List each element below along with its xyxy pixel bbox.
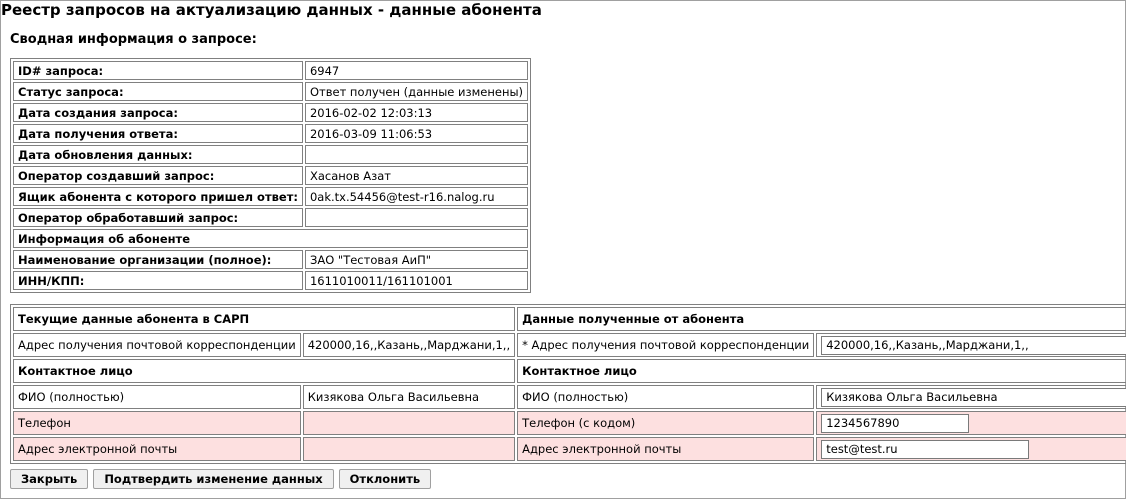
creator-label: Оператор создавший запрос: [13, 166, 303, 185]
email-input[interactable] [821, 440, 1029, 459]
contact-header-row [13, 359, 1126, 383]
fio-label-current: ФИО (полностью) [13, 385, 301, 409]
summary-row-creator [13, 166, 528, 185]
phone-received-cell [816, 411, 1126, 435]
org-label: Наименование организации (полное): [13, 250, 303, 269]
phone-label-received: Телефон (с кодом) [517, 411, 814, 435]
org-value: ЗАО "Тестовая АиП" [305, 250, 528, 269]
inn-label: ИНН/КПП: [13, 271, 303, 290]
details-header-row [13, 307, 1126, 331]
summary-row-mailbox [13, 187, 528, 206]
fio-label-received: ФИО (полностью) [517, 385, 814, 409]
email-current-value [303, 437, 515, 461]
fio-row [13, 385, 1126, 409]
processor-value [305, 208, 528, 227]
inn-value: 1611010011/161101001 [305, 271, 528, 290]
summary-table [10, 58, 531, 293]
created-value: 2016-02-02 12:03:13 [305, 103, 528, 122]
summary-row-created [13, 103, 528, 122]
address-current-value: 420000,16,,Казань,,Марджани,1,, [303, 333, 515, 357]
fio-input[interactable] [821, 388, 1126, 407]
section-title: Сводная информация о запросе: [10, 32, 257, 47]
summary-row-inn [13, 271, 528, 290]
fio-current-value: Кизякова Ольга Васильевна [303, 385, 515, 409]
email-label-current: Адрес электронной почты [13, 437, 301, 461]
phone-current-value [303, 411, 515, 435]
address-input[interactable] [821, 336, 1126, 355]
creator-value: Хасанов Азат [305, 166, 528, 185]
fio-received-cell [816, 385, 1126, 409]
answered-label: Дата получения ответа: [13, 124, 303, 143]
email-label-received: Адрес электронной почты [517, 437, 814, 461]
summary-row-status [13, 82, 528, 101]
confirm-changes-button[interactable]: Подтвердить изменение данных [93, 469, 333, 489]
mailbox-label: Ящик абонента с которого пришел ответ: [13, 187, 303, 206]
phone-row [13, 411, 1126, 435]
page-title: Реестр запросов на актуализацию данных - данные абонента [1, 1, 542, 19]
reject-button[interactable]: Отклонить [339, 469, 432, 489]
id-label: ID# запроса: [13, 61, 303, 80]
mailbox-value: 0ak.tx.54456@test-r16.nalog.ru [305, 187, 528, 206]
email-received-cell [816, 437, 1126, 461]
contact-header-received: Контактное лицо [517, 359, 1126, 383]
details-table [10, 304, 1126, 464]
summary-row-processor [13, 208, 528, 227]
summary-row-answered [13, 124, 528, 143]
summary-row-id [13, 61, 528, 80]
updated-label: Дата обновления данных: [13, 145, 303, 164]
created-label: Дата создания запроса: [13, 103, 303, 122]
processor-label: Оператор обработавший запрос: [13, 208, 303, 227]
subscriber-info-heading: Информация об абоненте [13, 229, 528, 248]
action-buttons [10, 469, 431, 489]
answered-value: 2016-03-09 11:06:53 [305, 124, 528, 143]
phone-label-current: Телефон [13, 411, 301, 435]
received-data-header: Данные полученные от абонента [517, 307, 1126, 331]
status-label: Статус запроса: [13, 82, 303, 101]
phone-input[interactable] [821, 414, 969, 433]
summary-row-subscriber-info [13, 229, 528, 248]
summary-row-org [13, 250, 528, 269]
status-value: Ответ получен (данные изменены) [305, 82, 528, 101]
id-value: 6947 [305, 61, 528, 80]
address-received-cell [816, 333, 1126, 357]
address-row [13, 333, 1126, 357]
email-row [13, 437, 1126, 461]
updated-value [305, 145, 528, 164]
contact-header-current: Контактное лицо [13, 359, 515, 383]
close-button[interactable]: Закрыть [10, 469, 88, 489]
current-data-header: Текущие данные абонента в САРП [13, 307, 515, 331]
address-label-current: Адрес получения почтовой корреспонденции [13, 333, 301, 357]
summary-row-updated [13, 145, 528, 164]
address-label-received: * Адрес получения почтовой корреспонденции [517, 333, 814, 357]
